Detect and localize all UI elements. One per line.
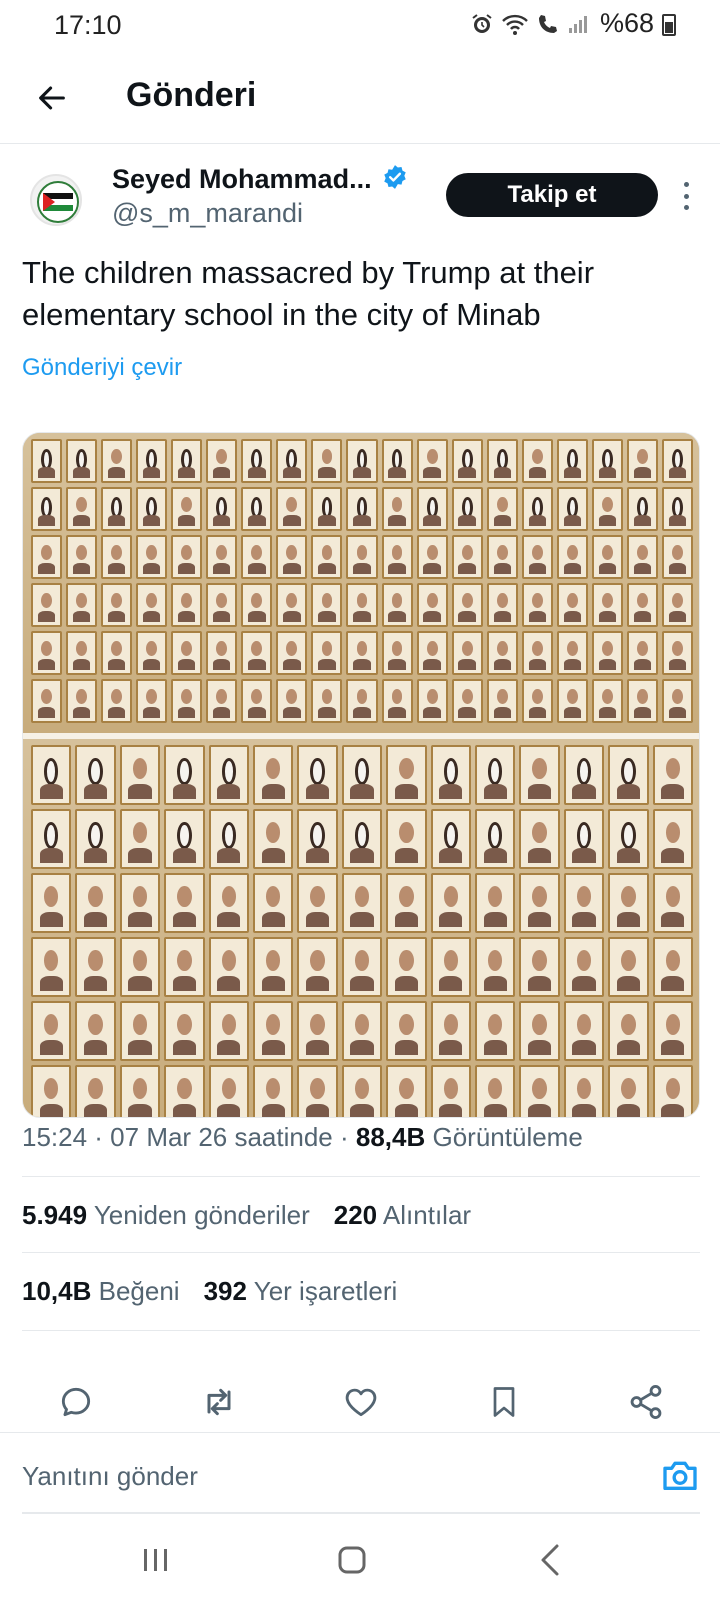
portrait-photo bbox=[120, 1001, 160, 1061]
back-button[interactable] bbox=[24, 70, 80, 126]
portrait-photo bbox=[475, 745, 515, 805]
portrait-photo bbox=[662, 439, 693, 483]
reply-underline bbox=[22, 1512, 700, 1514]
reposts-stat[interactable]: 5.949 Yeniden gönderiler bbox=[22, 1200, 310, 1230]
portrait-photo bbox=[171, 583, 202, 627]
portrait-photo bbox=[31, 583, 62, 627]
bookmark-icon bbox=[486, 1384, 522, 1420]
portrait-photo bbox=[297, 809, 337, 869]
portrait-photo bbox=[342, 809, 382, 869]
portrait-photo bbox=[487, 487, 518, 531]
portrait-photo bbox=[452, 439, 483, 483]
portrait-photo bbox=[209, 873, 249, 933]
portrait-photo bbox=[608, 873, 648, 933]
portrait-photo bbox=[31, 487, 62, 531]
portrait-photo bbox=[101, 679, 132, 723]
portrait-photo bbox=[241, 583, 272, 627]
recents-button[interactable] bbox=[126, 1538, 186, 1582]
portrait-photo bbox=[608, 937, 648, 997]
portrait-photo bbox=[101, 535, 132, 579]
stats-row-likes bbox=[22, 1276, 397, 1307]
more-options-button[interactable] bbox=[676, 178, 696, 214]
portrait-photo bbox=[653, 745, 693, 805]
quotes-stat[interactable]: 220 Alıntılar bbox=[333, 1200, 472, 1230]
action-bar bbox=[22, 1372, 700, 1432]
portrait-photo bbox=[627, 439, 658, 483]
portrait-photo bbox=[253, 937, 293, 997]
portrait-photo bbox=[311, 439, 342, 483]
portrait-photo bbox=[627, 679, 658, 723]
portrait-photo bbox=[31, 1065, 71, 1118]
portrait-photo bbox=[253, 1001, 293, 1061]
portrait-photo bbox=[382, 439, 413, 483]
portrait-photo bbox=[171, 535, 202, 579]
portrait-photo bbox=[297, 745, 337, 805]
portrait-photo bbox=[120, 873, 160, 933]
portrait-photo bbox=[276, 487, 307, 531]
like-icon bbox=[342, 1383, 380, 1421]
tweet-text: The children massacred by Trump at their elementary school in the city of Minab bbox=[22, 255, 595, 332]
author-handle: @s_m_marandi bbox=[112, 198, 303, 228]
portrait-photo bbox=[653, 873, 693, 933]
portrait-photo bbox=[662, 679, 693, 723]
portrait-photo bbox=[136, 583, 167, 627]
portrait-photo bbox=[564, 873, 604, 933]
portrait-photo bbox=[206, 583, 237, 627]
portrait-photo bbox=[75, 1065, 115, 1118]
portrait-photo bbox=[417, 631, 448, 675]
portrait-photo bbox=[346, 631, 377, 675]
portrait-photo bbox=[164, 745, 204, 805]
portrait-photo bbox=[431, 873, 471, 933]
portrait-photo bbox=[627, 583, 658, 627]
portrait-photo bbox=[311, 487, 342, 531]
camera-icon bbox=[660, 1455, 700, 1495]
portrait-photo bbox=[31, 439, 62, 483]
portrait-photo bbox=[297, 937, 337, 997]
status-icons bbox=[470, 8, 654, 39]
portrait-photo bbox=[253, 745, 293, 805]
portrait-photo bbox=[164, 873, 204, 933]
portrait-photo bbox=[66, 583, 97, 627]
portrait-photo bbox=[519, 873, 559, 933]
portrait-photo bbox=[452, 487, 483, 531]
recents-icon bbox=[140, 1545, 172, 1575]
portrait-photo bbox=[171, 439, 202, 483]
portrait-photo bbox=[66, 439, 97, 483]
portrait-photo bbox=[627, 535, 658, 579]
portrait-photo bbox=[386, 1001, 426, 1061]
portrait-photo bbox=[662, 535, 693, 579]
portrait-photo bbox=[522, 439, 553, 483]
portrait-photo bbox=[564, 1001, 604, 1061]
portrait-photo bbox=[120, 1065, 160, 1118]
portrait-photo bbox=[417, 583, 448, 627]
portrait-photo bbox=[417, 679, 448, 723]
portrait-photo bbox=[522, 583, 553, 627]
portrait-photo bbox=[101, 487, 132, 531]
portrait-photo bbox=[209, 1065, 249, 1118]
divider bbox=[22, 1176, 700, 1177]
portrait-photo bbox=[592, 535, 623, 579]
portrait-photo bbox=[342, 1001, 382, 1061]
portrait-photo bbox=[564, 937, 604, 997]
portrait-photo bbox=[342, 873, 382, 933]
portrait-photo bbox=[487, 679, 518, 723]
image-panel-bottom bbox=[23, 739, 700, 1118]
reply-input[interactable] bbox=[22, 1453, 622, 1499]
portrait-photo bbox=[417, 439, 448, 483]
call-icon bbox=[536, 12, 560, 36]
portrait-photo bbox=[475, 873, 515, 933]
nav-back-button[interactable] bbox=[520, 1538, 580, 1582]
portrait-photo bbox=[592, 679, 623, 723]
portrait-photo bbox=[592, 487, 623, 531]
portrait-photo bbox=[382, 487, 413, 531]
portrait-photo bbox=[382, 631, 413, 675]
portrait-photo bbox=[452, 583, 483, 627]
portrait-photo bbox=[653, 1001, 693, 1061]
portrait-photo bbox=[386, 809, 426, 869]
portrait-photo bbox=[608, 745, 648, 805]
portrait-photo bbox=[346, 679, 377, 723]
repost-button[interactable] bbox=[195, 1378, 243, 1426]
portrait-photo bbox=[66, 679, 97, 723]
portrait-photo bbox=[386, 745, 426, 805]
portrait-photo bbox=[662, 487, 693, 531]
portrait-photo bbox=[75, 1001, 115, 1061]
stats-row-reposts bbox=[22, 1200, 471, 1231]
status-bar bbox=[0, 0, 720, 52]
portrait-photo bbox=[241, 631, 272, 675]
portrait-photo bbox=[206, 535, 237, 579]
portrait-photo bbox=[431, 937, 471, 997]
portrait-photo bbox=[557, 487, 588, 531]
tweet-image[interactable] bbox=[22, 432, 700, 1118]
portrait-photo bbox=[342, 745, 382, 805]
views-label: Görüntüleme bbox=[432, 1122, 583, 1152]
portrait-photo bbox=[592, 439, 623, 483]
portrait-photo bbox=[627, 487, 658, 531]
views-count: 88,4B bbox=[355, 1122, 426, 1152]
portrait-photo bbox=[417, 535, 448, 579]
back-icon bbox=[535, 1543, 565, 1577]
portrait-photo bbox=[75, 873, 115, 933]
portrait-photo bbox=[431, 1065, 471, 1118]
portrait-photo bbox=[311, 583, 342, 627]
author-name-row[interactable] bbox=[112, 164, 408, 195]
portrait-photo bbox=[627, 631, 658, 675]
portrait-photo bbox=[241, 535, 272, 579]
portrait-photo bbox=[31, 809, 71, 869]
portrait-photo bbox=[209, 809, 249, 869]
portrait-photo bbox=[431, 745, 471, 805]
portrait-photo bbox=[209, 937, 249, 997]
portrait-photo bbox=[31, 937, 71, 997]
portrait-photo bbox=[136, 631, 167, 675]
portrait-photo bbox=[206, 679, 237, 723]
portrait-photo bbox=[206, 487, 237, 531]
portrait-photo bbox=[311, 631, 342, 675]
portrait-photo bbox=[487, 535, 518, 579]
portrait-photo bbox=[608, 1065, 648, 1118]
follow-button[interactable]: Takip et bbox=[446, 173, 658, 217]
portrait-photo bbox=[31, 631, 62, 675]
portrait-photo bbox=[662, 631, 693, 675]
portrait-photo bbox=[592, 631, 623, 675]
status-time: 17:10 bbox=[54, 10, 122, 40]
portrait-photo bbox=[557, 439, 588, 483]
bookmark-button[interactable] bbox=[480, 1378, 528, 1426]
portrait-photo bbox=[253, 873, 293, 933]
more-vertical-icon bbox=[684, 182, 689, 187]
portrait-photo bbox=[136, 679, 167, 723]
camera-button[interactable] bbox=[660, 1455, 700, 1495]
portrait-photo bbox=[653, 1065, 693, 1118]
portrait-photo bbox=[66, 631, 97, 675]
alarm-icon bbox=[470, 12, 494, 36]
portrait-photo bbox=[101, 631, 132, 675]
portrait-photo bbox=[522, 631, 553, 675]
portrait-photo bbox=[557, 679, 588, 723]
portrait-photo bbox=[209, 1001, 249, 1061]
portrait-photo bbox=[475, 937, 515, 997]
share-icon bbox=[627, 1383, 665, 1421]
portrait-photo bbox=[171, 679, 202, 723]
portrait-photo bbox=[206, 439, 237, 483]
portrait-photo bbox=[120, 809, 160, 869]
portrait-photo bbox=[557, 583, 588, 627]
portrait-photo bbox=[209, 745, 249, 805]
portrait-photo bbox=[342, 1065, 382, 1118]
likes-stat[interactable]: 10,4B Beğeni bbox=[22, 1276, 180, 1306]
portrait-photo bbox=[417, 487, 448, 531]
portrait-photo bbox=[276, 679, 307, 723]
portrait-photo bbox=[431, 809, 471, 869]
reply-button[interactable] bbox=[52, 1378, 100, 1426]
system-nav-bar bbox=[0, 1520, 720, 1600]
portrait-photo bbox=[31, 1001, 71, 1061]
portrait-photo bbox=[519, 745, 559, 805]
portrait-photo bbox=[564, 809, 604, 869]
portrait-photo bbox=[66, 535, 97, 579]
portrait-photo bbox=[276, 631, 307, 675]
portrait-photo bbox=[382, 535, 413, 579]
portrait-photo bbox=[276, 535, 307, 579]
portrait-photo bbox=[311, 535, 342, 579]
palestine-flag-avatar-icon bbox=[32, 176, 82, 226]
portrait-photo bbox=[136, 487, 167, 531]
portrait-photo bbox=[386, 1065, 426, 1118]
portrait-photo bbox=[382, 679, 413, 723]
portrait-photo bbox=[346, 487, 377, 531]
portrait-photo bbox=[487, 439, 518, 483]
portrait-photo bbox=[75, 745, 115, 805]
author-name[interactable]: Seyed Mohammad... bbox=[112, 164, 372, 194]
translate-link[interactable]: Gönderiyi çevir bbox=[22, 354, 183, 381]
portrait-photo bbox=[653, 809, 693, 869]
verified-badge-icon bbox=[382, 164, 408, 195]
portrait-photo bbox=[253, 809, 293, 869]
portrait-photo bbox=[164, 809, 204, 869]
portrait-photo bbox=[120, 745, 160, 805]
portrait-photo bbox=[101, 583, 132, 627]
reply-composer bbox=[0, 1432, 720, 1518]
portrait-photo bbox=[346, 439, 377, 483]
portrait-photo bbox=[75, 809, 115, 869]
portrait-photo bbox=[475, 1001, 515, 1061]
portrait-photo bbox=[564, 1065, 604, 1118]
portrait-photo bbox=[253, 1065, 293, 1118]
portrait-photo bbox=[31, 745, 71, 805]
portrait-photo bbox=[346, 535, 377, 579]
portrait-photo bbox=[519, 1065, 559, 1118]
portrait-photo bbox=[297, 1065, 337, 1118]
portrait-photo bbox=[31, 873, 71, 933]
portrait-photo bbox=[452, 535, 483, 579]
like-button[interactable] bbox=[337, 1378, 385, 1426]
portrait-photo bbox=[487, 583, 518, 627]
portrait-photo bbox=[662, 583, 693, 627]
portrait-photo bbox=[557, 631, 588, 675]
portrait-photo bbox=[164, 1001, 204, 1061]
portrait-photo bbox=[342, 937, 382, 997]
portrait-photo bbox=[136, 535, 167, 579]
avatar[interactable] bbox=[30, 174, 82, 226]
portrait-photo bbox=[206, 631, 237, 675]
portrait-photo bbox=[519, 1001, 559, 1061]
portrait-photo bbox=[311, 679, 342, 723]
portrait-photo bbox=[386, 937, 426, 997]
portrait-photo bbox=[564, 745, 604, 805]
page-title: Gönderi bbox=[126, 76, 257, 114]
reply-icon bbox=[57, 1383, 95, 1421]
portrait-photo bbox=[519, 809, 559, 869]
portrait-photo bbox=[592, 583, 623, 627]
home-button[interactable] bbox=[322, 1538, 382, 1582]
divider bbox=[22, 1252, 700, 1253]
portrait-photo bbox=[522, 487, 553, 531]
portrait-photo bbox=[276, 439, 307, 483]
portrait-photo bbox=[557, 535, 588, 579]
tweet-timestamp: 15:24 · 07 Mar 26 saatinde · bbox=[22, 1122, 356, 1152]
portrait-photo bbox=[101, 439, 132, 483]
portrait-photo bbox=[522, 679, 553, 723]
signal-icon bbox=[567, 13, 589, 35]
battery-percent: %68 bbox=[599, 8, 654, 38]
portrait-photo bbox=[120, 937, 160, 997]
portrait-photo bbox=[297, 1001, 337, 1061]
portrait-photo bbox=[31, 679, 62, 723]
portrait-photo bbox=[452, 631, 483, 675]
portrait-photo bbox=[475, 1065, 515, 1118]
portrait-photo bbox=[386, 873, 426, 933]
portrait-photo bbox=[241, 487, 272, 531]
image-panel-top bbox=[23, 433, 700, 733]
battery-icon bbox=[662, 14, 676, 36]
portrait-photo bbox=[164, 1065, 204, 1118]
portrait-photo bbox=[136, 439, 167, 483]
portrait-photo bbox=[75, 937, 115, 997]
portrait-photo bbox=[171, 631, 202, 675]
share-button[interactable] bbox=[622, 1378, 670, 1426]
tweet-meta bbox=[22, 1122, 583, 1153]
portrait-photo bbox=[31, 535, 62, 579]
portrait-photo bbox=[487, 631, 518, 675]
portrait-photo bbox=[475, 809, 515, 869]
portrait-photo bbox=[608, 1001, 648, 1061]
wifi-icon bbox=[501, 12, 529, 36]
portrait-photo bbox=[382, 583, 413, 627]
portrait-photo bbox=[452, 679, 483, 723]
portrait-photo bbox=[241, 439, 272, 483]
home-icon bbox=[336, 1544, 368, 1576]
portrait-photo bbox=[241, 679, 272, 723]
portrait-photo bbox=[653, 937, 693, 997]
arrow-left-icon bbox=[35, 81, 69, 115]
portrait-photo bbox=[431, 1001, 471, 1061]
portrait-photo bbox=[519, 937, 559, 997]
portrait-photo bbox=[171, 487, 202, 531]
portrait-photo bbox=[276, 583, 307, 627]
portrait-photo bbox=[522, 535, 553, 579]
portrait-photo bbox=[164, 937, 204, 997]
portrait-photo bbox=[608, 809, 648, 869]
bookmarks-stat[interactable]: 392 Yer işaretleri bbox=[203, 1276, 398, 1306]
portrait-photo bbox=[346, 583, 377, 627]
divider bbox=[22, 1330, 700, 1331]
portrait-photo bbox=[297, 873, 337, 933]
repost-icon bbox=[199, 1382, 239, 1422]
header bbox=[0, 52, 720, 144]
portrait-photo bbox=[66, 487, 97, 531]
